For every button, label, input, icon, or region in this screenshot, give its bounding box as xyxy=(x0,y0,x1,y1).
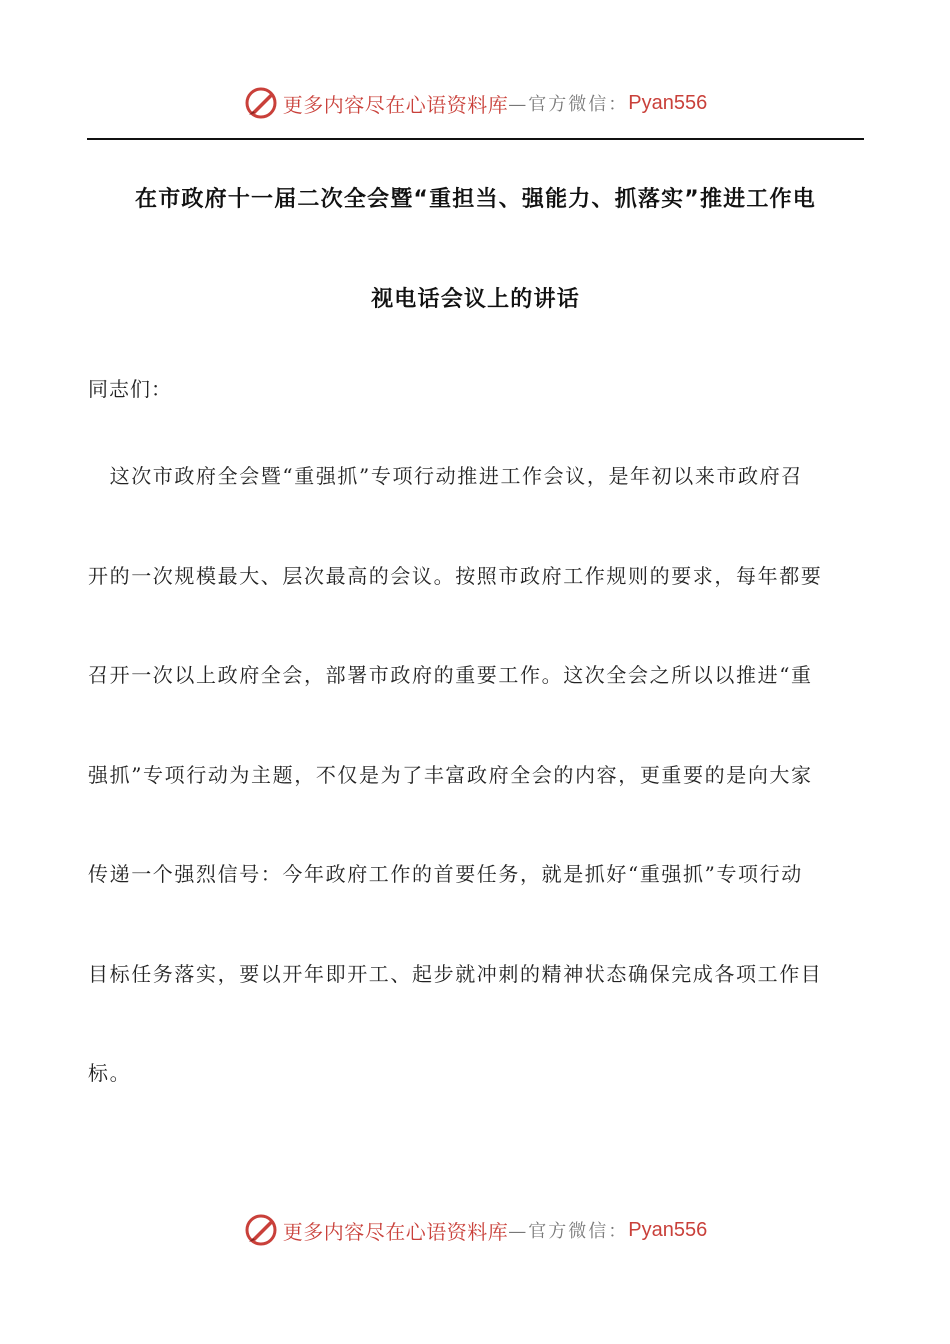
header-banner xyxy=(0,83,950,123)
paragraph-line: 这次市政府全会暨“重强抓”专项行动推进工作会议，是年初以来市政府召 xyxy=(88,464,803,488)
footer-official-text: —官方微信： xyxy=(508,1221,629,1242)
document-title-line-2: 视电话会议上的讲话 xyxy=(371,287,580,312)
footer-banner xyxy=(0,1210,950,1250)
quill-pen-logo-icon xyxy=(243,1212,279,1248)
paragraph-line: 强抓”专项行动为主题，不仅是为了丰富政府全会的内容，更重要的是向大家 xyxy=(88,763,813,787)
quill-pen-logo-icon xyxy=(243,85,279,121)
footer-promo-text: 更多内容尽在心语资料库 xyxy=(282,1219,509,1244)
salutation: 同志们： xyxy=(88,377,172,401)
header-promo-text: 更多内容尽在心语资料库 xyxy=(282,92,509,117)
footer-wechat-id: Pyan556 xyxy=(628,1218,708,1241)
paragraph-line: 目标任务落实，要以开年即开工、起步就冲刺的精神状态确保完成各项工作目 xyxy=(88,962,823,986)
paragraph-line: 标。 xyxy=(88,1061,132,1085)
paragraph-line: 传递一个强烈信号：今年政府工作的首要任务，就是抓好“重强抓”专项行动 xyxy=(88,862,803,886)
paragraph-line: 召开一次以上政府全会，部署市政府的重要工作。这次全会之所以以推进“重 xyxy=(88,663,813,687)
document-title-line-1: 在市政府十一届二次全会暨“重担当、强能力、抓落实”推进工作电 xyxy=(135,187,816,212)
header-divider xyxy=(87,138,864,140)
header-official-text: —官方微信： xyxy=(508,94,629,115)
header-wechat-id: Pyan556 xyxy=(628,91,708,114)
paragraph-line: 开的一次规模最大、层次最高的会议。按照市政府工作规则的要求，每年都要 xyxy=(88,564,823,588)
